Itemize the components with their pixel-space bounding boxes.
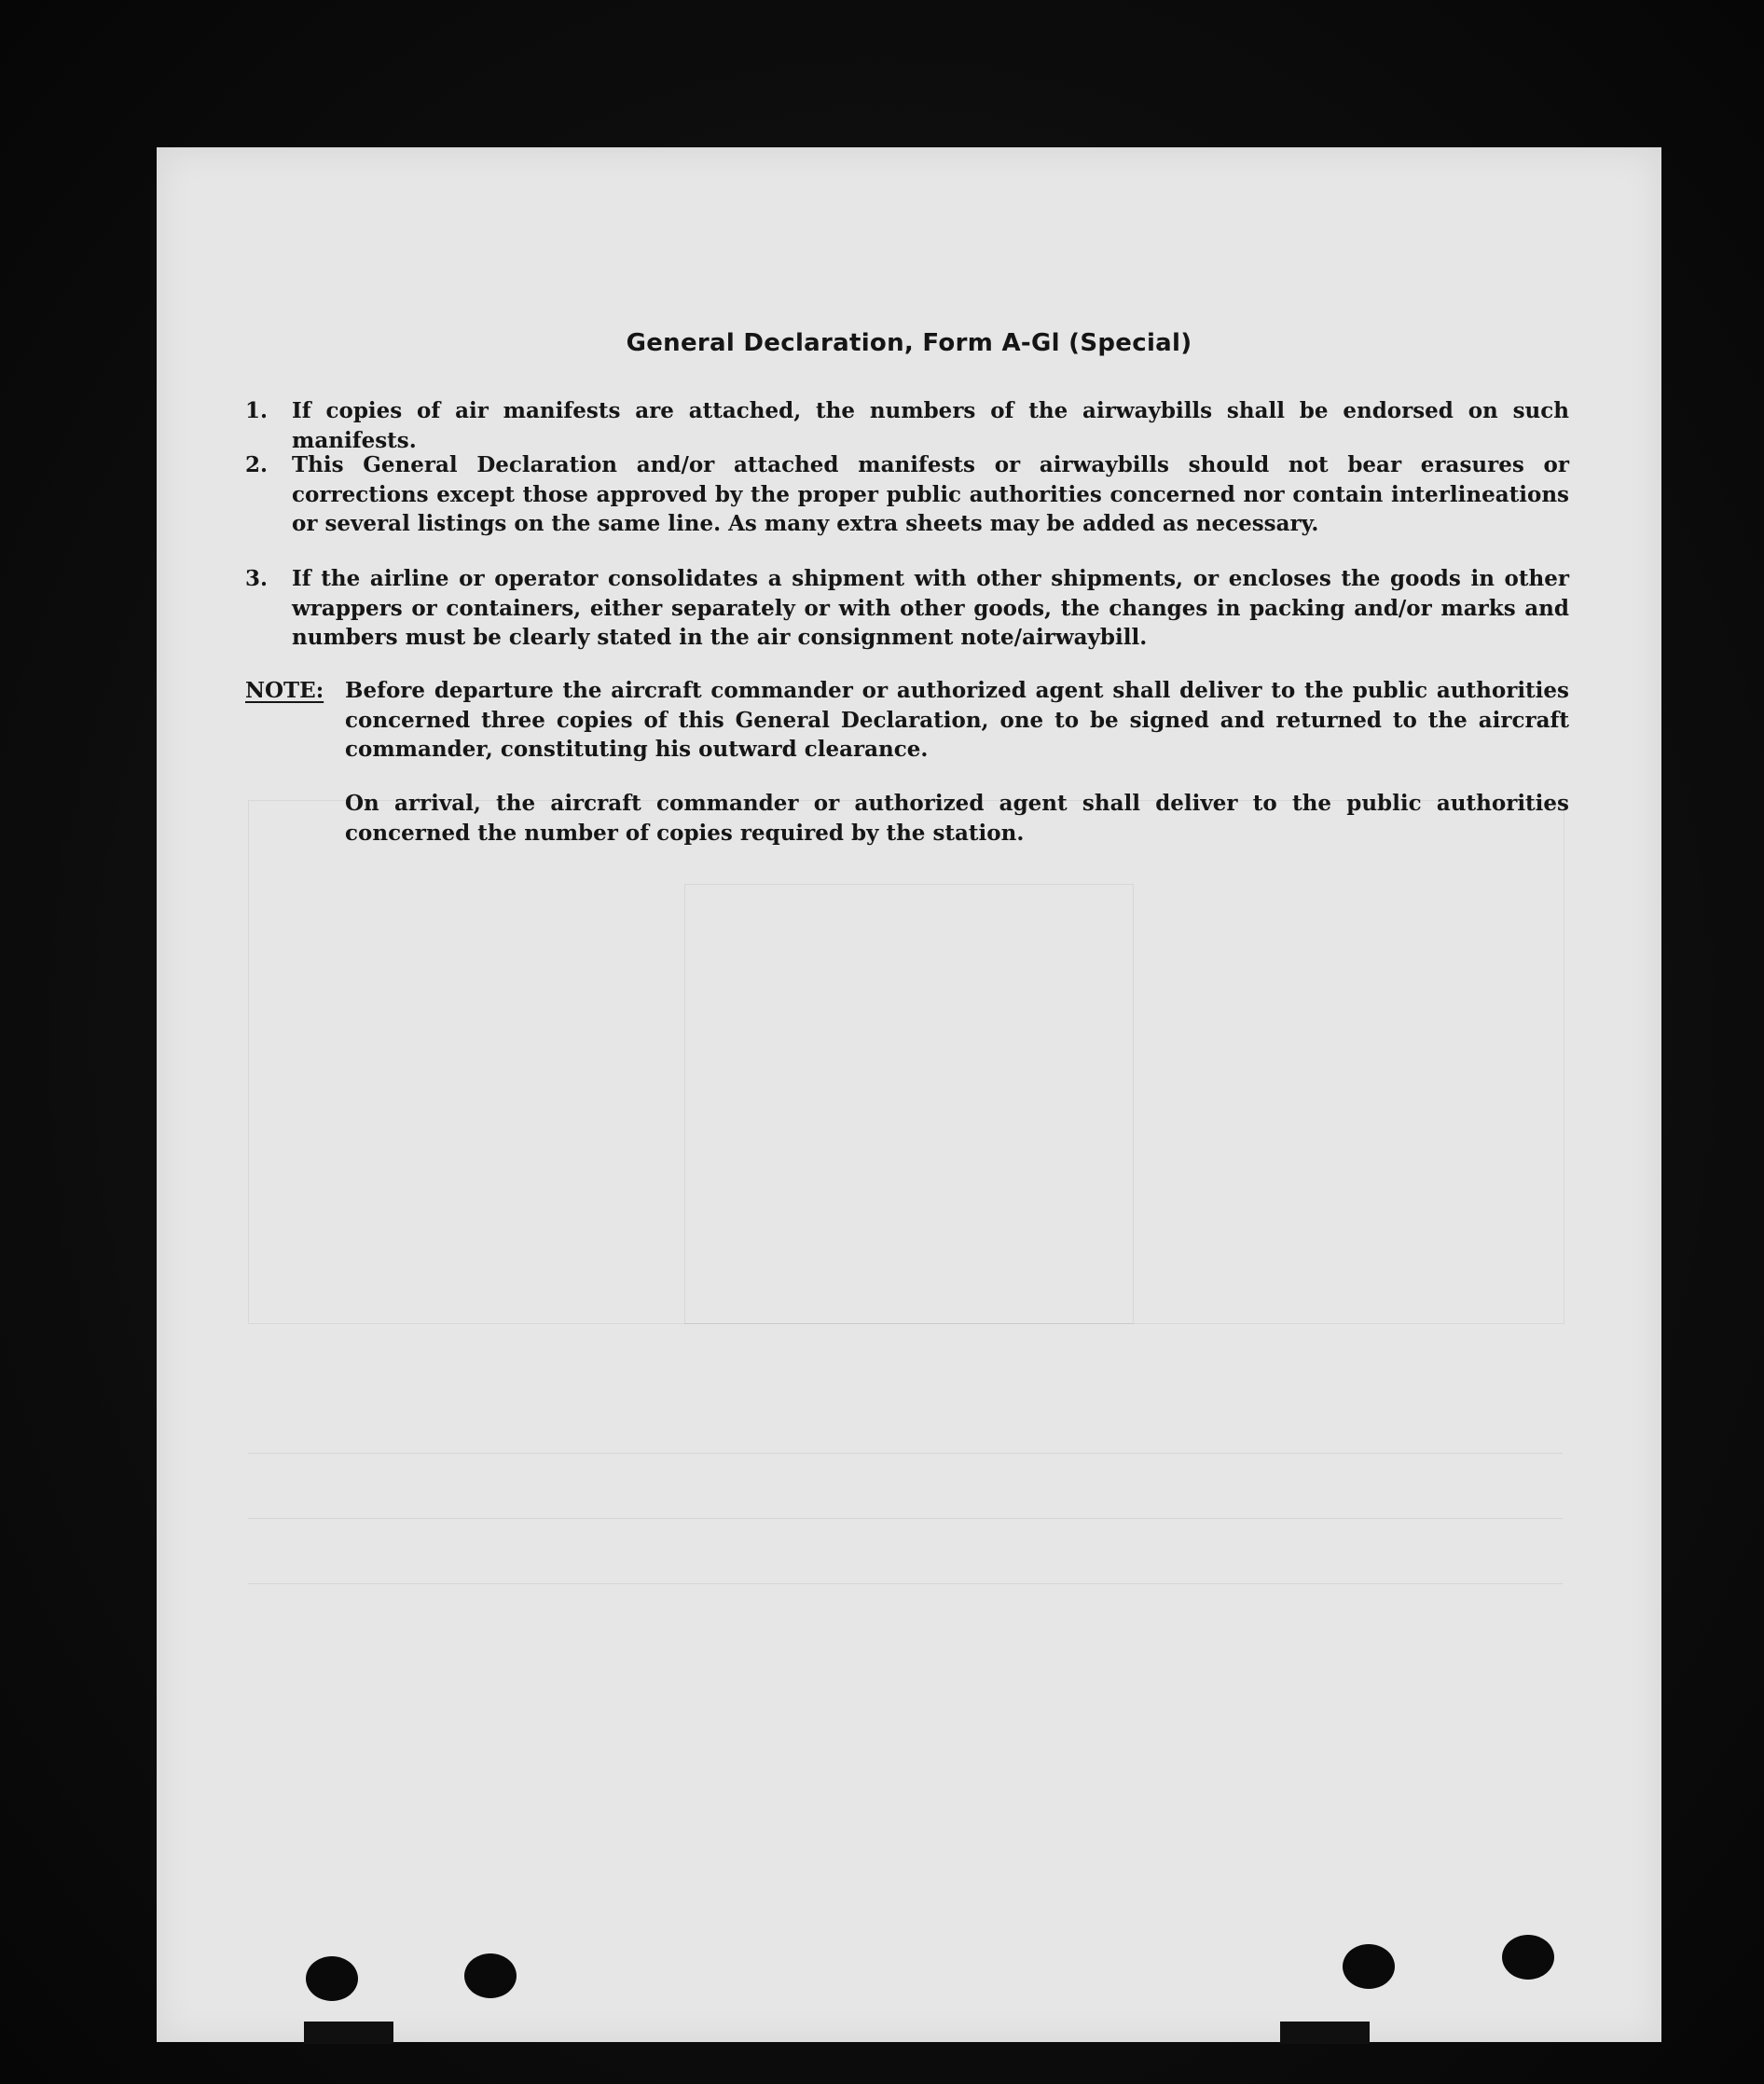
note-label: NOTE: (245, 678, 324, 703)
instruction-item-1 (245, 396, 1569, 455)
item-number: 2. (245, 452, 269, 477)
document-page (157, 147, 1661, 2042)
item-text: This General Declaration and/or attached manifests or airwaybills should not bear erasures or corrections except those approved by the proper public authorities concerned nor contain interlineations or several listings on the same line. As many extra sheets may be added as necessary. (292, 452, 1569, 536)
bleed-through-line (248, 1583, 1563, 1584)
note-paragraph-2: On arrival, the aircraft commander or authorized agent shall deliver to the public authorities concerned the number of copies required by the station. (345, 791, 1569, 846)
note-block (245, 676, 1569, 765)
instruction-item-2 (245, 450, 1569, 539)
item-text: If the airline or operator consolidates a shipment with other shipments, or encloses the goods in other wrappers or containers, either separately or with other goods, the changes in packing and/or marks and numbers must be clearly stated in the air consignment note/airwaybill. (292, 566, 1569, 650)
page-title: General Declaration, Form A-Gl (Special) (626, 329, 1192, 357)
punch-hole (306, 1956, 358, 2001)
bleed-through-line (248, 1518, 1563, 1519)
bleed-through-column (684, 884, 1134, 1324)
punch-hole (1502, 1935, 1554, 1980)
binder-tab (304, 2022, 393, 2044)
item-number: 3. (245, 566, 269, 591)
instruction-item-3 (245, 564, 1569, 653)
punch-hole (1343, 1944, 1395, 1989)
bleed-through-line (248, 1453, 1563, 1454)
binder-tab (1280, 2022, 1370, 2044)
note-block-continued (245, 789, 1569, 848)
item-number: 1. (245, 398, 269, 423)
item-text: If copies of air manifests are attached, the numbers of the airwaybills shall be endorsed on such manifests. (292, 398, 1569, 453)
note-paragraph-1: Before departure the aircraft commander or authorized agent shall deliver to the public authorities concerned three copies of this General Declaration, one to be signed and returned to the aircraft commander, constituting his outward clearance. (345, 678, 1569, 762)
punch-hole (464, 1953, 517, 1998)
